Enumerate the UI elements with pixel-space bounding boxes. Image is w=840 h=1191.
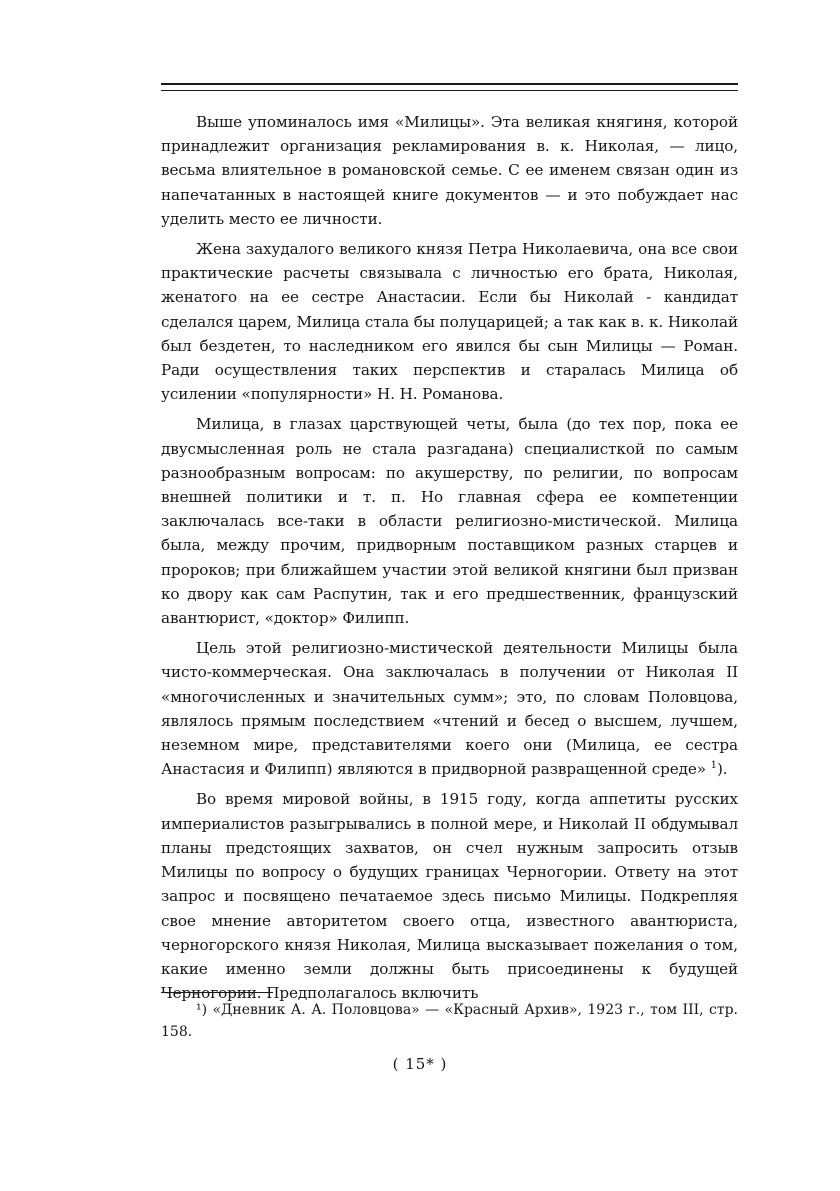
paragraph-milica-aims (161, 636, 738, 781)
paragraph-milica-intro: Выше упоминалось имя «Милицы». Эта великая княгиня, которой принадлежит организация рекламирования в. к. Николая, — лицо, весьма влиятельное в романовской семье. С ее именем связан один из напечатанных в настоящей книге документов — и это побуждает нас уделить место ее личности. (161, 113, 738, 228)
footnote-reference: 1 (710, 760, 717, 772)
paragraph-tail: ). (716, 760, 728, 779)
header-rule (161, 83, 738, 85)
page-number: ( 15* ) (392, 1055, 448, 1073)
paragraph-milica-family: Жена захудалого великого князя Петра Николаевича, она все свои практические расчеты связывала с личностью его брата, Николая, женатого на ее сестре Анастасии. Если бы Николай - кандидат сделался царем, Милица стала бы полуцарицей; а так как в. к. Николай был бездетен, то наследником его явился бы сын Милицы — Роман. Ради осуществления таких перспектив и старалась Милица об усилении «популярности» Н. Н. Романова. (161, 240, 738, 404)
paragraph-war-period: Во время мировой войны, в 1915 году, когда аппетиты русских империалистов разыгрывались в полной мере, и Николай II обдумывал планы предстоящих захватов, он счел нужным запросить отзыв Милицы по вопросу о будущих границах Черногории. Ответу на этот запрос и посвящено печатаемое здесь письмо Милицы. Подкрепляя свое мнение авторитетом своего отца, известного авантюриста, черногорского князя Николая, Милица высказывает пожелания о том, какие именно земли должны быть присоединены к будущей Черногории. Предполагалось включить (161, 790, 738, 1003)
header-rule-thin (161, 90, 738, 91)
body-text (161, 110, 738, 1005)
paragraph-milica-influence: Милица, в глазах царствующей четы, была (до тех пор, пока ее двусмысленная роль не стала разгадана) специалисткой по самым разнообразным вопросам: по акушерству, по религии, по вопросам внешней политики и т. п. Но главная сфера ее компетенции заключалась все-таки в области религиозно-мистической. Милица была, между прочим, придворным поставщиком разных старцев и пророков; при ближайшем участии этой великой княгини был призван ко двору как сам Распутин, так и его предшественник, французский авантюрист, «доктор» Филипп. (161, 415, 738, 628)
footnote: ¹) «Дневник А. А. Половцова» — «Красный Архив», 1923 г., том III, стр. 158. (161, 1002, 738, 1040)
footnote-divider (161, 992, 273, 993)
paragraph-text: Цель этой религиозно-мистической деятельности Милицы была чисто-коммерческая. Она заключалась в получении от Николая II «многочисленных и значительных сумм»; это, по словам Половцова, являлось прямым последствием «чтений и бесед о высшем, лучшем, неземном мире, представителями коего они (Милица, ее сестра Анастасия и Филипп) являются в придворной развращенной среде» (161, 639, 738, 779)
